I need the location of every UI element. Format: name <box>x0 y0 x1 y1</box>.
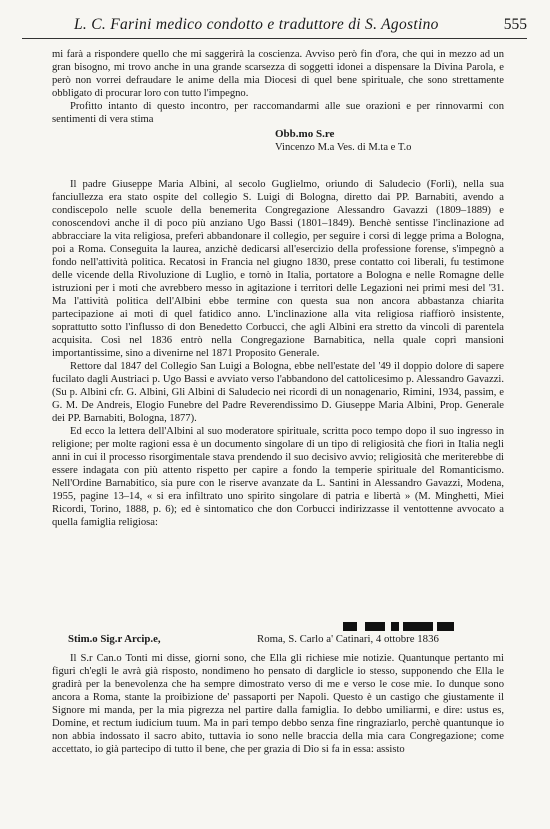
new-letter-body <box>52 652 504 756</box>
running-header <box>22 14 527 39</box>
commentary-paragraph: Il padre Giuseppe Maria Albini, al secolo Guglielmo, oriundo di Saludecio (Forlì), nella sua fanciullezza era stato ospite del collegio S. Luigi di Bologna, diretto dai PP. Barnabiti, avendo a condiscepolo nelle scuole della benemerita Congregazione Alessandro Gavazzi (1809–1889) e conoscendovi anche il di poco più anziano Ugo Bassi (1801–1849). Benchè sentisse l'inclinazione ad abbracciare la vita religiosa, preferì abbandonare il collegio, per seguire i corsi di legge prima a Bologna, poi a Roma. Conseguita la laurea, anzichè dedicarsi all'esercizio della professione forense, s'impegnò a fondo nell'attività politica. Recatosi in Francia nel giugno 1830, prese contatto coi liberali, fu testimone delle vicende della Rivoluzione di Luglio, e tornò in Italia, portatore a Bologna e nelle Romagne delle istruzioni per i moti che avrebbero messo in agitazione i territori delle Legazioni nei primi mesi del '31. Ma l'attività politica dell'Albini ebbe termine con questa sua non ancora abbastanza chiarita partecipazione ai moti di quel fatidico anno. L'inclinazione alla vita religiosa riaffiorò insistente, soprattutto sotto l'influsso di don Benedetto Corbucci, che agli Albini era stretto da vincoli di parentela acquisita. Così nel 1836 entrò nella Congregazione Barnabitica, nella quale coprì mansioni importantissime, sino a divenirne nel 1871 Proposito Generale. <box>52 179 504 359</box>
letter-end <box>52 48 504 126</box>
commentary <box>52 178 504 529</box>
signature-name: Vincenzo M.a Ves. di M.ta e T.o <box>275 142 412 153</box>
letter-paragraph: mi farà a rispondere quello che mi saggerirà la coscienza. Avviso però fin d'ora, che qui in mezzo ad un gran bisogno, mi trovo anche in una grande scarsezza di soggetti idonei a dispensare la Divina Parola, e però non vorrei defraudare le anime della mia Diocesi di quel bene spirituale, che sono strettamente obbligato di procurar loro con tutto l'impegno. <box>52 49 504 99</box>
commentary-paragraph: Ed ecco la lettera dell'Albini al suo moderatore spirituale, scritta poco tempo dopo il suo ingresso in religione; per molte ragioni essa è un documento singolare di un tipo di religiosità che fiorì in Italia negli anni in cui il processo risorgimentale stava prendendo il suo decisivo avvio; religiosità che meriterebbe di essere indagata con più attento rispetto per capire a fondo la temperie spirituale del Romanticismo. Nell'Ordine Barnabitico, sia pure con le riserve avanzate da L. Santini in Alessandro Gavazzi, Modena, 1955, pagine 13–14, « si era infiltrato uno spirito singolare di patria e libertà » (M. Minghetti, Miei Ricordi, Torino, 1888, p. 6); ed è sintomatico che don Corbucci indirizzasse il ventottenne avvocato a quella famiglia religiosa: <box>52 426 504 528</box>
ink-smudge <box>343 622 454 632</box>
commentary-paragraph: Rettore dal 1847 del Collegio San Luigi a Bologna, ebbe nell'estate del '49 il doppio dolore di sapere fucilato dagli Austriaci p. Ugo Bassi e avviato verso l'abbandono del cattolicesimo p. Alessandro Gavazzi. (Su p. Albini cfr. G. Albini, Gli Albini di Saludecio nei ricordi di un nonagenario, Rimini, 1934, passim, e G. M. De Andreis, Elogio Funebre del Padre Reverendissimo D. Giuseppe Maria Albini, Prop. Generale dei PP. Barnabiti, Bologna, 1877). <box>52 361 504 424</box>
running-title: L. C. Farini medico condotto e traduttore di S. Agostino <box>74 16 439 33</box>
signature-closing: Obb.mo S.re <box>275 128 335 140</box>
letter-salutation: Stim.o Sig.r Arcip.e, <box>68 633 161 645</box>
letter-place-date: Roma, S. Carlo a' Catinari, 4 ottobre 1836 <box>257 633 439 645</box>
letter-closing-paragraph: Profitto intanto di questo incontro, per raccomandarmi alle sue orazioni e per rinnovarmi con sentimenti di vera stima <box>52 101 504 125</box>
page-number: 555 <box>503 16 527 33</box>
letter-body-paragraph: Il S.r Can.o Tonti mi disse, giorni sono, che Ella gli richiese mie notizie. Quantunque pertanto mi figuri ch'egli le avrà già risposto, nondimeno ho pensato di darglicle io stesso, supponendo che Ella le gradirà per la benevolenza che ha sempre dimostrato verso di me e verso le cose mie. Io dunque sono ancora a Roma, stante la proibizione de' passaporti per Napoli. Questo è un castigo che giustamente il Signore mi manda, per la mia pigrezza nel partire dalla famiglia. Io debbo umiliarmi, e dire: ustus es, Domine, et rectum iudicium tuum. Ma in pari tempo debbo senza fine ringraziarlo, perchè quantunque io non abbia indossato il sacro abito, tuttavia io sono nelle braccia della mia cara Congregazione; come accettato, io già partecipo di tutto il bene, che per grazia di Dio si fa in essa: assisto <box>52 653 504 755</box>
